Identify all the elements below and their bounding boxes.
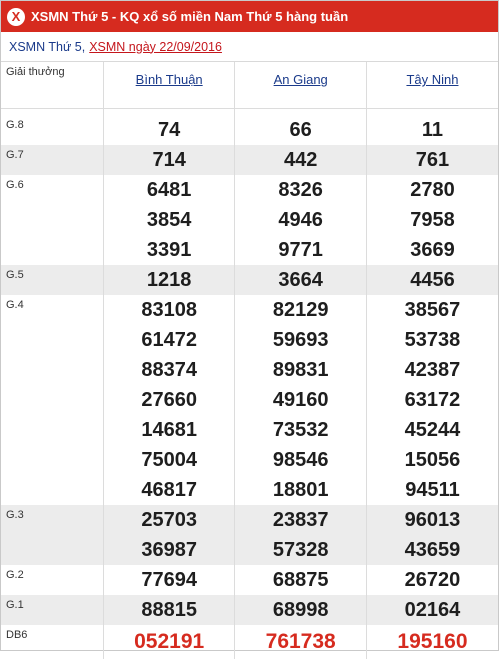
prize-number: 15056: [404, 449, 461, 471]
prize-label: DB6: [6, 629, 28, 641]
prize-number: 53738: [404, 329, 461, 351]
prize-number: 88374: [141, 359, 197, 381]
prize-number: 82129: [272, 299, 329, 321]
prize-number: 8326: [278, 179, 323, 201]
date-link[interactable]: XSMN ngày 22/09/2016: [89, 39, 222, 54]
prize-number: 9771: [278, 239, 323, 261]
prize-number: 23837: [272, 509, 329, 531]
prize-number: 43659: [404, 539, 461, 561]
prize-number: 4946: [278, 209, 323, 231]
prize-label: G.3: [6, 509, 24, 521]
prize-number: 57328: [272, 539, 329, 561]
prize-number: 3854: [146, 209, 192, 231]
prize-number: 61472: [141, 329, 197, 351]
prize-number: 89831: [272, 359, 329, 381]
prize-number: 3669: [410, 239, 455, 261]
prize-number: 75004: [141, 449, 197, 471]
province-link[interactable]: Tây Ninh: [406, 72, 459, 87]
panel-title: XSMN Thứ 5 - KQ xổ số miền Nam Thứ 5 hàng tuần: [31, 9, 349, 24]
prize-number: 761: [415, 149, 450, 171]
special-prize-number: 761738: [265, 630, 336, 653]
prize-row: [1, 295, 498, 505]
prize-number: 11: [421, 119, 444, 141]
prize-number: 66: [289, 119, 312, 141]
special-prize-number: 195160: [397, 630, 468, 653]
prize-number: 68998: [272, 599, 329, 621]
prize-column-header: Giải thưởng: [6, 66, 65, 78]
prize-label: G.7: [6, 149, 24, 161]
prize-number: 77694: [141, 569, 197, 591]
prize-number: 26720: [404, 569, 461, 591]
prize-number: 88815: [141, 599, 197, 621]
prize-number: 36987: [141, 539, 197, 561]
prize-label: G.5: [6, 269, 24, 281]
breadcrumb-prefix: XSMN Thứ 5,: [9, 39, 86, 54]
x-logo-icon: X: [7, 8, 25, 26]
prize-number: 3391: [146, 239, 192, 261]
prize-number: 49160: [272, 389, 329, 411]
prize-row: [1, 175, 498, 265]
results-table: [1, 62, 498, 659]
prize-number: 98546: [272, 449, 329, 471]
prize-number: 25703: [141, 509, 197, 531]
special-prize-number: 052191: [134, 630, 205, 653]
prize-label: G.4: [6, 299, 24, 311]
province-link[interactable]: An Giang: [273, 72, 328, 87]
prize-row: [1, 625, 498, 659]
prize-number: 94511: [405, 479, 460, 501]
prize-number: 7958: [410, 209, 455, 231]
prize-number: 63172: [404, 389, 461, 411]
prize-number: 46817: [141, 479, 197, 501]
prize-number: 4456: [410, 269, 455, 291]
prize-row: [1, 505, 498, 565]
province-link[interactable]: Bình Thuận: [135, 72, 203, 87]
prize-number: 27660: [141, 389, 197, 411]
prize-label: G.2: [6, 569, 24, 581]
panel-header: [1, 1, 498, 32]
prize-number: 14681: [141, 419, 197, 441]
prize-number: 3664: [278, 269, 323, 291]
prize-number: 45244: [404, 419, 461, 441]
prize-number: 68875: [272, 569, 329, 591]
table-header-row: [1, 62, 498, 109]
prize-number: 96013: [404, 509, 461, 531]
prize-label: G.8: [6, 119, 24, 131]
prize-number: 1218: [146, 269, 192, 291]
prize-number: 2780: [410, 179, 455, 201]
prize-number: 714: [152, 149, 186, 171]
prize-number: 42387: [404, 359, 461, 381]
prize-number: 442: [283, 149, 318, 171]
prize-number: 6481: [146, 179, 192, 201]
prize-number: 73532: [272, 419, 329, 441]
prize-number: 59693: [272, 329, 329, 351]
prize-number: 02164: [404, 599, 461, 621]
prize-label: G.6: [6, 179, 24, 191]
prize-number: 74: [158, 119, 181, 141]
prize-row: [1, 115, 498, 145]
prize-row: [1, 265, 498, 295]
prize-label: G.1: [6, 599, 24, 611]
prize-number: 83108: [141, 299, 197, 321]
prize-row: [1, 145, 498, 175]
prize-row: [1, 595, 498, 625]
prize-row: [1, 565, 498, 595]
prize-number: 18801: [272, 479, 329, 501]
prize-number: 38567: [404, 299, 461, 321]
breadcrumb: [1, 32, 498, 62]
